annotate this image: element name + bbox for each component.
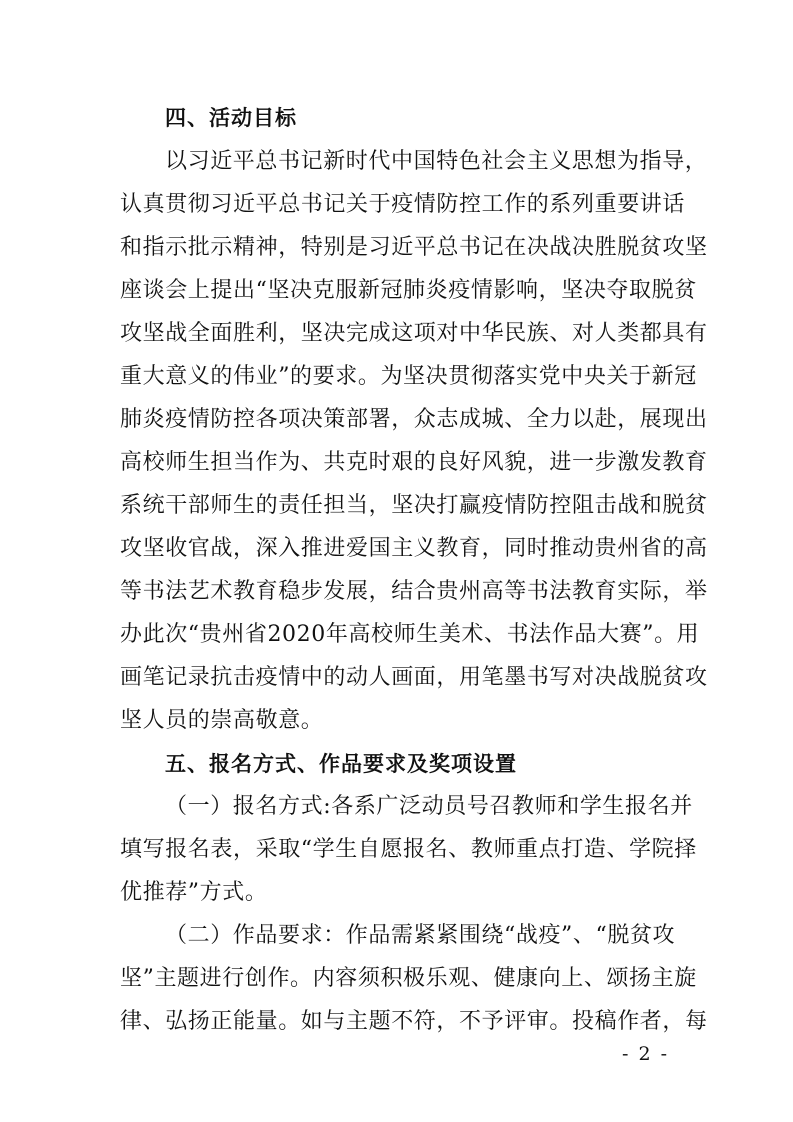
section-four-heading: 四、活动目标 [165, 106, 297, 130]
paragraph-line: 画笔记录抗击疫情中的动人画面，用笔墨书写对决战脱贫攻 [120, 665, 708, 690]
paragraph-line: 律、弘扬正能量。如与主题不符，不予评审。投稿作者，每 [120, 1009, 708, 1034]
paragraph-line: 肺炎疫情防控各项决策部署，众志成城、全力以赴，展现出 [120, 407, 708, 432]
paragraph-line: （一）报名方式:各系广泛动员号召教师和学生报名并 [165, 794, 693, 819]
paragraph-line: 重大意义的伟业”的要求。为坚决贯彻落实党中央关于新冠 [120, 364, 697, 389]
paragraph-line: 办此次“贵州省2020年高校师生美术、书法作品大赛”。用 [120, 622, 700, 647]
paragraph-line: 认真贯彻习近平总书记关于疫情防控工作的系列重要讲话 [120, 192, 686, 217]
paragraph-line: 系统干部师生的责任担当，坚决打赢疫情防控阻击战和脱贫 [120, 493, 708, 518]
paragraph-line: （二）作品要求：作品需紧紧围绕“战疫”、“脱贫攻 [165, 923, 676, 948]
paragraph-line: 高校师生担当作为、共克时艰的良好风貌，进一步激发教育 [120, 450, 708, 475]
paragraph-line: 坚”主题进行创作。内容须积极乐观、健康向上、颂扬主旋 [120, 966, 697, 991]
paragraph-line: 坚人员的崇高敬意。 [120, 708, 324, 733]
paragraph-line: 攻坚收官战，深入推进爱国主义教育，同时推动贵州省的高 [120, 536, 708, 561]
paragraph-line: 填写报名表，采取“学生自愿报名、教师重点打造、学院择 [120, 837, 697, 862]
section-five-heading: 五、报名方式、作品要求及奖项设置 [165, 752, 517, 776]
paragraph-line: 座谈会上提出“坚决克服新冠肺炎疫情影响，坚决夺取脱贫 [120, 278, 697, 303]
paragraph-line: 攻坚战全面胜利，坚决完成这项对中华民族、对人类都具有 [120, 321, 708, 346]
page-number: - 2 - [622, 1043, 670, 1065]
paragraph-line: 和指示批示精神，特别是习近平总书记在决战决胜脱贫攻坚 [120, 235, 708, 260]
paragraph-line: 以习近平总书记新时代中国特色社会主义思想为指导， [165, 149, 708, 174]
paragraph-line: 等书法艺术教育稳步发展，结合贵州高等书法教育实际，举 [120, 579, 708, 604]
paragraph-line: 优推荐”方式。 [120, 880, 268, 905]
